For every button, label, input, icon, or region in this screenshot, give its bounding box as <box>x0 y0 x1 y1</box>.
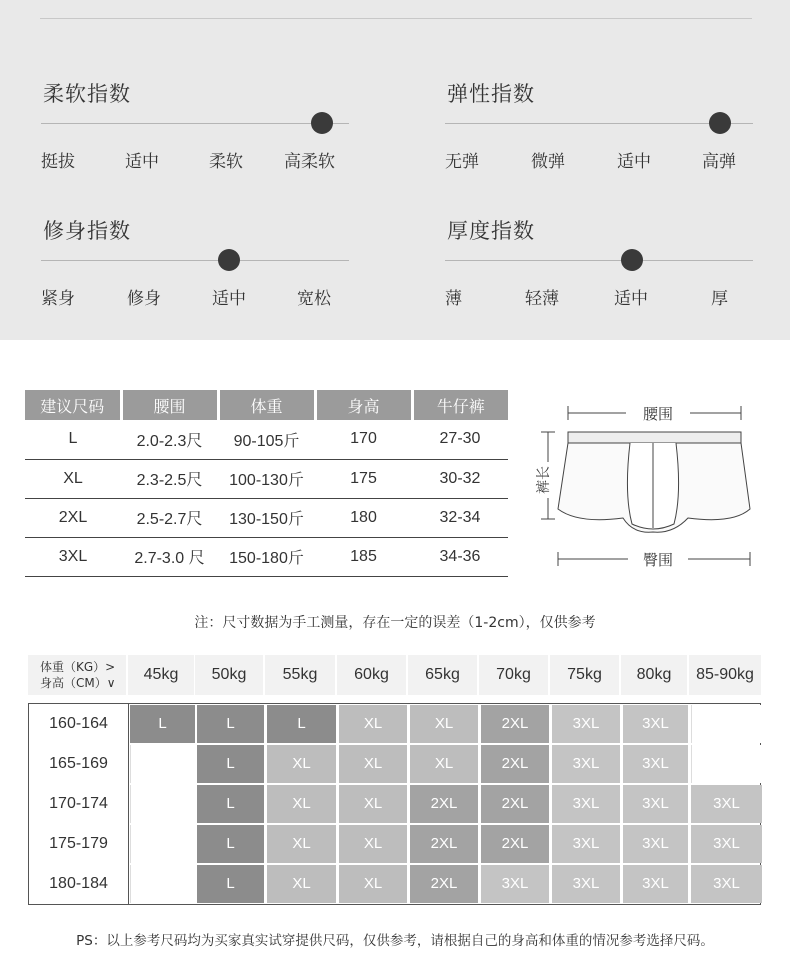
index-label: 宽松 <box>297 289 331 309</box>
size-cell: 3XL <box>552 825 620 863</box>
size-cell: 2XL <box>410 825 478 863</box>
index-marker <box>311 112 333 134</box>
header-cell: 腰围 <box>121 390 218 420</box>
size-cell: 150-180斤 <box>218 537 315 576</box>
weight-header: 60kg <box>337 655 406 695</box>
size-cell: 2XL <box>410 785 478 823</box>
size-cell: XL <box>267 865 336 903</box>
index-label: 无弹 <box>445 152 479 172</box>
index-label: 紧身 <box>41 289 75 309</box>
size-cell: XL <box>410 705 478 743</box>
size-cell: XL <box>267 785 336 823</box>
size-cell: XL <box>339 745 407 783</box>
size-cell: 130-150斤 <box>218 498 315 537</box>
size-row <box>25 498 508 537</box>
height-label: 160-164 <box>29 704 129 744</box>
size-cell: L <box>197 785 264 823</box>
grid-corner <box>28 655 126 695</box>
size-cell: 2XL <box>481 825 549 863</box>
size-cell: 2XL <box>481 745 549 783</box>
grid-body <box>28 703 761 905</box>
size-cell: 2.0-2.3尺 <box>121 420 218 459</box>
size-row <box>25 420 508 459</box>
index-title: 柔软指数 <box>43 82 131 106</box>
size-cell: 2XL <box>25 498 121 537</box>
corner-height-label: 身高（CM）∨ <box>40 676 116 690</box>
size-cell: XL <box>339 865 407 903</box>
size-cell: 3XL <box>623 785 688 823</box>
size-cell: 2XL <box>481 785 549 823</box>
size-cell: 3XL <box>691 785 762 823</box>
size-cell: XL <box>267 825 336 863</box>
index-label: 适中 <box>617 152 651 172</box>
size-row <box>25 537 508 576</box>
size-cell: 30-32 <box>412 459 508 498</box>
size-cell: 3XL <box>623 705 688 743</box>
index-label: 修身 <box>127 289 161 309</box>
size-cell: 175 <box>315 459 412 498</box>
size-cell: XL <box>25 459 121 498</box>
size-cell: L <box>197 745 264 783</box>
size-cell: 32-34 <box>412 498 508 537</box>
size-cell: 3XL <box>552 865 620 903</box>
height-label: 170-174 <box>29 784 129 824</box>
size-cell: XL <box>339 785 407 823</box>
index-label: 薄 <box>445 289 462 309</box>
header-cell: 牛仔裤 <box>412 390 508 420</box>
weight-header: 75kg <box>550 655 619 695</box>
index-track <box>41 260 349 261</box>
height-label: 165-169 <box>29 744 129 784</box>
size-cell: 3XL <box>481 865 549 903</box>
size-cell: 3XL <box>623 825 688 863</box>
size-cell: 3XL <box>691 865 762 903</box>
header-cell: 建议尺码 <box>25 390 121 420</box>
size-cell: 3XL <box>552 705 620 743</box>
size-cell <box>130 865 195 903</box>
index-track <box>445 123 753 124</box>
index-label: 微弹 <box>531 152 565 172</box>
header-cell: 身高 <box>315 390 412 420</box>
weight-header: 45kg <box>128 655 194 695</box>
size-cell: 3XL <box>552 785 620 823</box>
size-cell: 34-36 <box>412 537 508 576</box>
index-label: 轻薄 <box>525 289 559 309</box>
index-label: 适中 <box>614 289 648 309</box>
size-cell: 2.5-2.7尺 <box>121 498 218 537</box>
size-row <box>25 459 508 498</box>
index-label: 适中 <box>125 152 159 172</box>
weight-header: 65kg <box>408 655 477 695</box>
height-label: 180-184 <box>29 864 129 904</box>
length-label: 裤长 <box>536 466 552 494</box>
height-label: 175-179 <box>29 824 129 864</box>
size-cell: 2XL <box>410 865 478 903</box>
index-marker <box>218 249 240 271</box>
index-title: 修身指数 <box>43 219 131 243</box>
weight-header: 85-90kg <box>689 655 761 695</box>
size-cell: 100-130斤 <box>218 459 315 498</box>
size-cell: 2XL <box>481 705 549 743</box>
index-track <box>445 260 753 261</box>
index-title: 厚度指数 <box>447 219 535 243</box>
index-label: 适中 <box>212 289 246 309</box>
briefs-diagram <box>528 394 768 584</box>
size-table-header <box>25 390 508 420</box>
size-cell: L <box>25 420 121 459</box>
corner-weight-label: 体重（KG）> <box>40 660 116 674</box>
index-track <box>41 123 349 124</box>
index-marker <box>621 249 643 271</box>
index-label: 厚 <box>711 289 728 309</box>
measurement-note: 注：尺寸数据为手工测量，存在一定的误差（1-2cm），仅供参考 <box>194 615 596 631</box>
index-label: 柔软 <box>209 152 243 172</box>
ps-note: PS：以上参考尺码均为买家真实试穿提供尺码，仅供参考，请根据自己的身高和体重的情况参考选择尺码。 <box>76 933 714 949</box>
size-cell <box>130 785 195 823</box>
index-label: 高弹 <box>702 152 736 172</box>
header-cell: 体重 <box>218 390 315 420</box>
indices-panel <box>0 0 790 340</box>
size-cell: 3XL <box>623 745 688 783</box>
size-cell <box>691 745 762 783</box>
size-cell: 185 <box>315 537 412 576</box>
size-cell: L <box>197 865 264 903</box>
size-cell: XL <box>339 705 407 743</box>
size-cell: 90-105斤 <box>218 420 315 459</box>
waistband <box>568 432 741 443</box>
index-label: 高柔软 <box>284 152 335 172</box>
size-cell: 27-30 <box>412 420 508 459</box>
size-cell <box>130 825 195 863</box>
size-cell: 3XL <box>691 825 762 863</box>
divider <box>40 18 752 19</box>
size-cell: L <box>197 705 264 743</box>
weight-header: 55kg <box>265 655 335 695</box>
size-cell: 3XL <box>552 745 620 783</box>
size-cell: L <box>197 825 264 863</box>
size-cell: 2.3-2.5尺 <box>121 459 218 498</box>
size-table <box>25 390 508 577</box>
weight-header: 50kg <box>195 655 263 695</box>
index-marker <box>709 112 731 134</box>
waist-label: 腰围 <box>642 405 674 423</box>
index-label: 挺拔 <box>41 152 75 172</box>
size-cell: 3XL <box>25 537 121 576</box>
size-cell: XL <box>410 745 478 783</box>
size-cell <box>130 745 195 783</box>
size-cell: 170 <box>315 420 412 459</box>
hip-label: 臀围 <box>642 551 674 569</box>
size-cell: 3XL <box>623 865 688 903</box>
weight-header: 80kg <box>621 655 687 695</box>
index-title: 弹性指数 <box>447 82 535 106</box>
size-cell: 180 <box>315 498 412 537</box>
size-cell: XL <box>267 745 336 783</box>
size-cell: L <box>130 705 195 743</box>
size-cell <box>691 705 762 743</box>
size-cell: 2.7-3.0 尺 <box>121 537 218 576</box>
size-cell: L <box>267 705 336 743</box>
weight-header: 70kg <box>479 655 548 695</box>
size-cell: XL <box>339 825 407 863</box>
